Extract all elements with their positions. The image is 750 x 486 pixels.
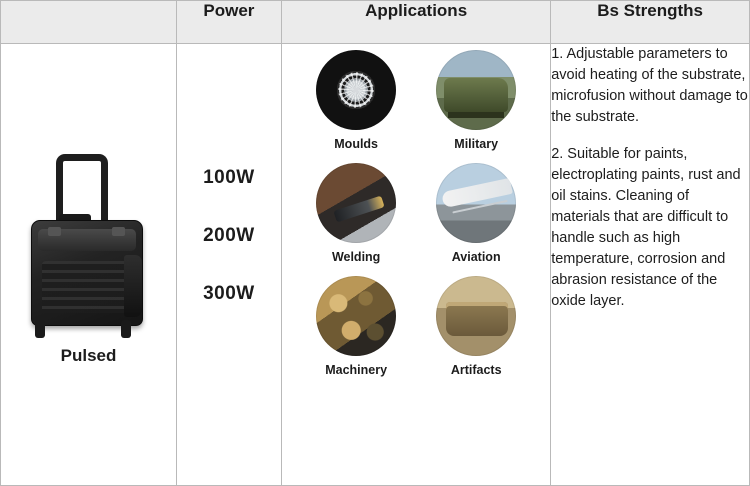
application-item-aviation <box>417 163 535 264</box>
welding-photo-icon <box>316 163 396 243</box>
column-header-power: Power <box>176 1 281 44</box>
application-label-military: Military <box>454 137 499 151</box>
product-cell <box>1 44 177 486</box>
strengths-cell <box>551 44 750 486</box>
application-item-artifacts <box>417 276 535 377</box>
application-label-moulds: Moulds <box>334 137 379 151</box>
application-label-artifacts: Artifacts <box>450 363 502 377</box>
case-wheel-right-icon <box>121 320 131 338</box>
machinery-gears-photo-icon <box>316 276 396 356</box>
application-item-moulds <box>297 50 415 151</box>
application-label-aviation: Aviation <box>451 250 501 264</box>
tyre-wheel-photo-icon <box>316 50 396 130</box>
artifact-relic-photo-icon <box>436 276 516 356</box>
table-body <box>1 44 750 486</box>
power-option-300w: 300W <box>203 283 255 304</box>
product-image <box>1 44 176 474</box>
table-row <box>1 44 750 486</box>
application-label-welding: Welding <box>331 250 381 264</box>
column-header-strengths: Bs Strengths <box>551 1 750 44</box>
power-options-list <box>177 44 281 474</box>
case-body-icon <box>31 220 143 326</box>
case-latch-left-icon <box>48 227 61 236</box>
application-item-machinery <box>297 276 415 377</box>
column-header-product <box>1 1 177 44</box>
case-latch-right-icon <box>112 227 125 236</box>
application-label-machinery: Machinery <box>325 363 388 377</box>
application-item-welding <box>297 163 415 264</box>
military-vehicle-photo-icon <box>436 50 516 130</box>
product-label: Pulsed <box>60 346 117 365</box>
applications-grid <box>282 44 550 387</box>
applications-cell <box>282 44 551 486</box>
power-option-100w: 100W <box>203 167 255 188</box>
case-ribs-icon <box>42 261 132 313</box>
case-side-panel-icon <box>124 255 142 317</box>
strength-paragraph-1: 1. Adjustable parameters to avoid heating of the substrate, microfusion without damage to the substrate. <box>551 46 748 126</box>
strength-paragraph-2: 2. Suitable for paints, electroplating paints, rust and oil stains. Cleaning of materials that are difficult to handle such as high temperature, corrosion and abrasion resistance of the oxide layer. <box>551 146 741 310</box>
power-option-200w: 200W <box>203 225 255 246</box>
table-header <box>1 1 750 44</box>
power-cell <box>176 44 281 486</box>
case-wheel-left-icon <box>35 320 45 338</box>
aircraft-photo-icon <box>436 163 516 243</box>
application-item-military <box>417 50 535 151</box>
table-header-row <box>1 1 750 44</box>
column-header-applications: Applications <box>282 1 551 44</box>
